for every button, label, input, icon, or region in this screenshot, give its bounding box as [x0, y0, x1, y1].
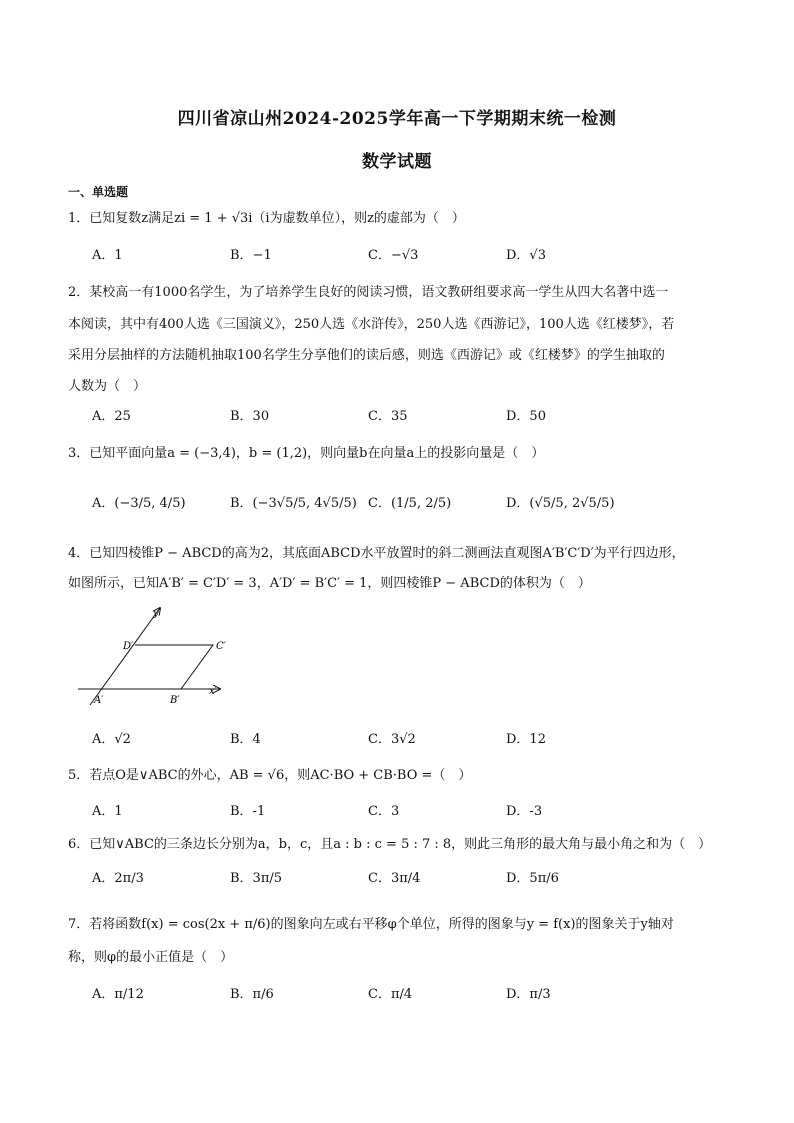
q7-line-2: 称，则φ的最小正值是（ ） — [68, 950, 234, 965]
q3-option-d: D．(√5/5, 2√5/5) — [506, 496, 615, 511]
q1-option-c: C．−√3 — [368, 248, 419, 263]
page-title: 四川省凉山州2024-2025学年高一下学期期末统一检测 — [177, 109, 617, 129]
label-a-prime: A′ — [94, 695, 104, 706]
q1-option-d: D．√3 — [506, 248, 546, 263]
q3-option-a: A．(−3/5, 4/5) — [92, 496, 186, 511]
q7-option-d: D．π/3 — [506, 987, 551, 1002]
q5-option-b: B．-1 — [230, 804, 266, 819]
page-subtitle: 数学试题 — [362, 152, 432, 172]
q2-options — [92, 405, 712, 424]
q3-stem: 3．已知平面向量a = (−3,4)，b = (1,2)，则向量b在向量a上的投影向量是（ ） — [68, 446, 545, 461]
q7-option-b: B．π/6 — [230, 987, 274, 1002]
q3-option-b: B．(−3√5/5, 4√5/5) — [230, 496, 357, 511]
q4-figure — [74, 604, 234, 710]
q7-option-a: A．π/12 — [92, 987, 144, 1002]
q5-stem: 5．若点O是∨ABC的外心，AB = √6，则AC·BO + CB·BO =（ ） — [68, 768, 472, 783]
q4-options — [92, 728, 712, 747]
q4-option-a: A．√2 — [92, 732, 131, 747]
parallelogram — [135, 645, 213, 689]
q2-line-3: 采用分层抽样的方法随机抽取100名学生分享他们的读后感，则选《西游记》或《红楼梦》的学生抽取的 — [68, 348, 665, 363]
q1-options — [92, 244, 712, 263]
label-x-axis: x′ — [209, 686, 217, 697]
q2-line-2: 本阅读，其中有400人选《三国演义》，250人选《水浒传》，250人选《西游记》，100人选《红楼梦》，若 — [68, 317, 675, 332]
label-y-axis: y′ — [153, 608, 161, 619]
q5-options — [92, 800, 712, 819]
label-d-prime: D′ — [123, 641, 134, 652]
label-c-prime: C′ — [216, 641, 226, 652]
q7-options — [92, 983, 712, 1002]
q4-option-c: C．3√2 — [368, 732, 416, 747]
q1-stem: 1．已知复数z满足zi = 1 + √3i（i为虚数单位），则z的虚部为（ ） — [68, 211, 465, 226]
q2-option-b: B．30 — [230, 409, 270, 424]
q1-option-b: B．−1 — [230, 248, 272, 263]
q4-line-1: 4．已知四棱锥P − ABCD的高为2，其底面ABCD水平放置时的斜二测画法直观图A′B′C′D′为平行四边形， — [68, 546, 685, 561]
q5-option-d: D．-3 — [506, 804, 543, 819]
q4-option-d: D．12 — [506, 732, 546, 747]
q4-option-b: B．4 — [230, 732, 261, 747]
q6-option-c: C．3π/4 — [368, 871, 421, 886]
q5-option-a: A．1 — [92, 804, 123, 819]
y-axis-line — [90, 608, 160, 705]
q2-option-d: D．50 — [506, 409, 546, 424]
section-heading: 一、单选题 — [68, 185, 129, 199]
q6-option-b: B．3π/5 — [230, 871, 283, 886]
q2-option-a: A．25 — [92, 409, 131, 424]
q7-line-1: 7．若将函数f(x) = cos(2x + π/6)的图象向左或右平移φ个单位，所得的图象与y = f(x)的图象关于y轴对 — [68, 917, 674, 932]
q1-option-a: A．1 — [92, 248, 123, 263]
q6-option-a: A．2π/3 — [92, 871, 144, 886]
q3-options — [92, 492, 712, 511]
q2-line-4: 人数为（ ） — [68, 379, 147, 394]
q6-option-d: D．5π/6 — [506, 871, 559, 886]
q6-stem: 6．已知∨ABC的三条边长分别为a，b，c，且a : b : c = 5 : 7 : 8，则此三角形的最大角与最小角之和为（ ） — [68, 837, 712, 852]
q2-line-1: 2．某校高一有1000名学生，为了培养学生良好的阅读习惯，语文教研组要求高一学生从四大名著中选一 — [68, 285, 669, 300]
q3-option-c: C．(1/5, 2/5) — [368, 496, 452, 511]
q4-line-2: 如图所示，已知A′B′ = C′D′ = 3，A′D′ = B′C′ = 1，则四棱锥P − ABCD的体积为（ ） — [68, 576, 591, 591]
q7-option-c: C．π/4 — [368, 987, 413, 1002]
q2-option-c: C．35 — [368, 409, 408, 424]
q5-option-c: C．3 — [368, 804, 400, 819]
q6-options — [92, 867, 712, 886]
label-b-prime: B′ — [170, 695, 180, 706]
